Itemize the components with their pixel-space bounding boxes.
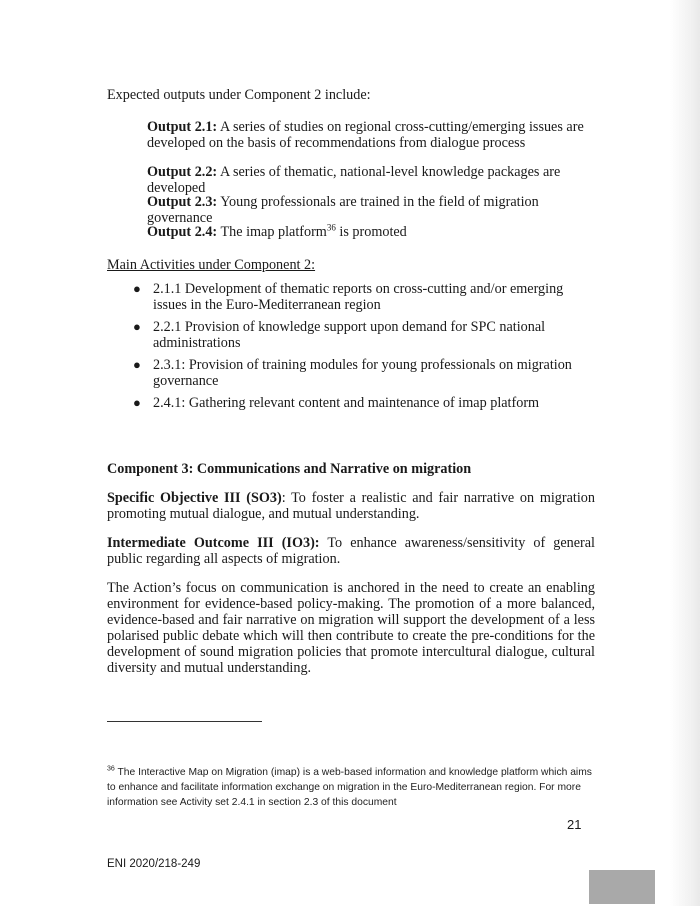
activity-text: 2.1.1 Development of thematic reports on cross-cutting and/or emerging issues in the Euro-Mediterranean region [153,281,564,313]
focus-paragraph: The Action’s focus on communication is anchored in the need to create an enabling environment for evidence-based policy-making. The promotion of a more balanced, evidence-based and fair narrative on migration will support the development of a less polarised public debate which will then contribute to create the pre-conditions for the development of sound migration policies that promote intercultural dialogue, cultural diversity and mutual understanding. [107,580,595,676]
output-label: Output 2.4: [147,224,218,240]
output-text-after: is promoted [339,224,407,240]
output-text: The imap platform [220,224,327,240]
footnote-text: The Interactive Map on Migration (imap) is a web-based information and knowledge platform which aims to enhance and facilitate information exchange on migration in the Euro-Mediterranean region. For more information see Activity set 2.4.1 in section 2.3 of this document [107,767,592,808]
output-text: A series of thematic, national-level knowledge packages are developed [147,164,561,196]
footnote-number: 36 [107,765,115,773]
page-number: 21 [567,817,582,832]
activities-heading: Main Activities under Component 2: [107,257,316,273]
activity-text: 2.3.1: Provision of training modules for young professionals on migration governance [153,357,572,389]
output-label: Output 2.2: [147,164,218,180]
output-2-1 [147,119,607,151]
scan-marker-box [589,870,655,904]
expected-outputs-intro: Expected outputs under Component 2 include: [107,87,371,103]
specific-objective-label: Specific Objective III (SO3) [107,490,282,506]
bullet-icon: ● [133,319,141,334]
bullet-icon: ● [133,281,141,296]
bullet-icon: ● [133,357,141,372]
intermediate-outcome-label: Intermediate Outcome III (IO3): [107,535,320,551]
output-text: A series of studies on regional cross-cutting/emerging issues are developed on the basis of recommendations from dialogue process [147,119,584,151]
list-item [130,281,600,313]
output-2-4 [147,224,607,240]
specific-objective-text: : To foster a realistic and fair narrative on migration promoting mutual dialogue, and mutual understanding. [107,490,595,522]
activity-text: 2.2.1 Provision of knowledge support upon demand for SPC national administrations [153,319,546,351]
footnote-reference[interactable]: 36 [326,222,336,233]
component-3-heading: Component 3: Communications and Narrative on migration [107,461,472,477]
output-label: Output 2.1: [147,119,218,135]
intermediate-outcome-paragraph [107,535,595,567]
list-item [130,357,600,389]
bullet-icon: ● [133,395,141,410]
output-label: Output 2.3: [147,194,218,210]
specific-objective-paragraph [107,490,595,522]
output-text: Young professionals are trained in the field of migration governance [147,194,539,226]
page-edge-shadow [670,0,700,906]
intermediate-outcome-text: To enhance awareness/sensitivity of general public regarding all aspects of migration. [107,535,595,567]
footnote [107,765,599,810]
list-item [130,319,600,351]
document-reference: ENI 2020/218-249 [107,858,201,870]
output-2-2 [147,164,607,196]
activities-list [130,281,600,417]
activity-text: 2.4.1: Gathering relevant content and maintenance of imap platform [153,395,540,411]
list-item [130,395,600,411]
output-2-3 [147,194,607,226]
footnote-divider [107,721,262,722]
